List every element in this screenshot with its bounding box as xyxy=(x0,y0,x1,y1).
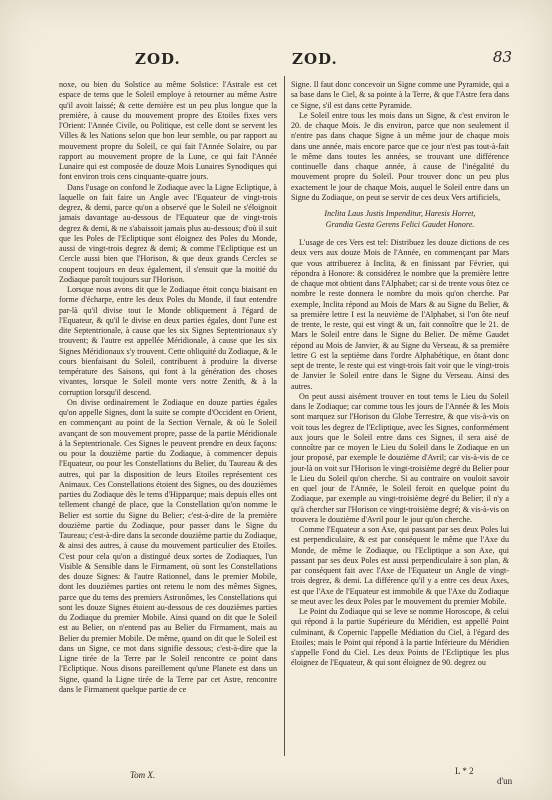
right-column xyxy=(291,80,509,669)
paragraph: L'usage de ces Vers est tel: Distribuez les douze dictions de ces deux vers aux douze Mois de l'Année, en commençant par Mars que vous attribuerez à Inclita, & en finissant par Février, qui répondra à Honore: & considérez le nombre que la première lettre de chaque mot obtient dans l'Alphabet; car si de trente vous ôtez ce nombre le reste donnera le nombre du mois qu'on cherche. Par exemple, Inclita répond au Mois de Mars & au Signe du Belier, & sa première lettre I est la neuvième de l'Alphabet, si l'on ôte neuf de trente, le reste, qui est vingt & un, fait connoître que le 21. de Mars le Soleil entre dans le Signe du Belier. De même Gaudet répond au Mois de Janvier, & au Signe du Verseau, & sa première lettre G est la septième dans l'ordre Alphabétique, en ôtant donc sept de trente, le reste qui est vingt-trois fait voir que le vingt-trois de Janvier le Soleil entre dans le Signe du Verseau. Ainsi des autres. xyxy=(291,238,509,391)
signature-mark: L * 2 xyxy=(455,766,474,776)
header-title-right: ZOD. xyxy=(292,50,338,68)
paragraph: Signe. Il faut donc concevoir un Signe comme une Pyramide, qui a sa base dans le Ciel, & sa pointe à la Terre, & que l'Astre fera dans ce Signe, s'il est dans cette Pyramide. xyxy=(291,80,509,110)
paragraph: On peut aussi aisément trouver en tout tems le Lieu du Soleil dans le Zodiaque; car comme tous les jours de l'Année & les Mois sont marquez sur l'Horison du Globe Terrestre, & que vis-à-vis on voit tous les degrez de l'Ecliptique, avec les Signes, conformément aux jours que le Soleil entre dans ces Signes, il sera aisé de connoître par ce moyen le Lieu du Soleil dans le Zodiaque en un jour proposé, par exemple le douzième d'Avril; car vis-à-vis de ce jour-là on voit sur l'Horison le vingt-troisième degré du Belier pour le Lieu du Soleil qu'on cherche. Si au contraire on vouloit savoir en quel jour de l'Année, le Soleil feroit en quelque point du Zodiaque, par exemple au vingt-troisième degré du Belier; il n'y a qu'à chercher sur l'Horison ce vingt-troisième degré; & vis-à-vis on trouvera le douzième d'Avril pour le jour qu'on cherche. xyxy=(291,391,510,524)
volume-label: Tom X. xyxy=(130,770,156,780)
paragraph: Le Soleil entre tous les mois dans un Signe, & c'est environ le 20. de chaque Mois. Je dis environ, parce que non seulement il n'entre pas dans chaque Signe à un même jour de chaque mois dans une année, mais encore parce que ce jour n'est pas tout-à-fait le même dans toutes les années, se trouvant une différence continuelle dans chaque année, à cause de l'inégalité du mouvement propre du Soleil. Pour trouver donc un peu plus exactement le jour de chaque Mois, auquel le Soleil entre dans un Signe du Zodiaque, on peut se servir de ces deux Vers artificiels, xyxy=(291,110,509,202)
column-divider xyxy=(284,76,285,756)
verse-line: Inclita Laus Justis Impenditur, Haresis Horret, xyxy=(324,209,476,218)
latin-verse xyxy=(291,209,509,230)
running-header xyxy=(60,50,512,72)
paragraph: Dans l'usage on confond le Zodiaque avec la Ligne Ecliptique, à laquelle on fait faire un Angle avec l'Equateur de vingt-trois degrez, & demi, parce qu'on a observé que le Soleil ne s'éloignoit jamais davantage au-dessous de l'Equateur que de vingt-trois degrez & demi, & ne s'abaissoit jamais plus au-dessous; d'où il suit que les Poles de l'Ecliptique sont éloignez des Poles du Monde, aussi de vingt-trois degrez & demi; & comme l'Ecliptique est un Cercle aussi bien que l'Horison, & que deux grands Cercles se coupent toujours en deux également, il s'ensuit que la moitié du Zodiaque paroît toujours sur l'Horison. xyxy=(59,182,277,284)
left-column xyxy=(59,80,277,695)
page-number: 83 xyxy=(492,48,512,66)
paragraph: On divise ordinairement le Zodiaque en douze parties égales qu'on appelle Signes, dont la suite se compte d'Occident en Orient, en commençant au point de la Section Vernale, & où le Soleil avançant de son mouvement propre, passe de la partie Méridionale à la Septentrionale. Ces Signes le peuvent prendre en deux façons: ou pour la douzième partie du Zodiaque, à commencer depuis l'Equateur, ou pour les Constellations du Belier, du Taureau & des autres, qui par la disposition de leurs Etoiles représentent ces Animaux. Ces Constellations étoient des Signes, ou des douzièmes parties du Zodiaque dès le tems d'Hipparque; mais depuis elles ont tellement changé de place, que la Constellation qu'on nomme le Belier est sortie du Signe du Belier; c'est-à-dire de la première douzième partie du Zodiaque, pour passer dans le Signe du Taureau; c'est-à-dire dans la seconde douzième partie du Zodiaque, & ainsi des autres, à cause du mouvement particulier des Etoiles. C'est pour cela qu'on a distingué deux sortes de Zodiaques, l'un Visible & Sensible dans le Firmament, où sont les Constellations des douze Signes: & l'autre Rationnel, dans le premier Mobile, dont les douzièmes parties ont retenu le nom des mêmes Signes, parce que du tems des premiers Astronômes, les Constellations qui sont les douze Signes étoient au-dessous de ces douzièmes parties du Zodiaque du premier Mobile. Ainsi quand on dit que le Soleil est au Belier, on n'entend pas au Belier du Firmament, mais au Belier du premier Mobile. De même, quand on dit que le Soleil est dans un Signe, ce mot dans signifie dessous; c'est-à-dire que la Ligne tirée de la Terre par le Soleil rencontre ce point dans l'Ecliptique. Nous disons pareillement qu'une Planete est dans un Signe, quand la Ligne tirée de la Terre par cet Astre, rencontre dans le Firmament quelque partie de ce xyxy=(59,397,277,694)
catchword: d'un xyxy=(497,776,513,786)
paragraph: noxe, ou bien du Solstice au même Solstice: l'Astrale est cet espace de tems que le Soleil employe à retourner au même Astre qu'il avoit laissé; & cette dernière est un peu plus longue que la première, à cause du mouvement propre des Etoiles fixes vers l'Orient: l'Année Civile, ou Politique, est celle dont se servent les Villes & les Nations selon que bon leur semble, ou par rapport au mouvement propre du Soleil, ce qui fait l'Année Solaire, ou par rapport au mouvement propre de la Lune, ce qui fait l'Année Lunaire qui est composée de douze Mois Lunaires Synodiques qui font environ trois cens cinquante-quatre jours. xyxy=(59,80,277,182)
paragraph: Comme l'Equateur a son Axe, qui passant par ses deux Poles lui est perpendiculaire, & est par conséquent le même que l'Axe du Monde, de même le Zodiaque, ou l'Ecliptique a son Axe, qui passant par ses deux Poles est aussi perpendiculaire à son plan, & par conséquent fait avec l'Axe de l'Equateur un Angle de vingt-trois degrez, & demi. La différence qu'il y a entre ces deux Axes, est que l'Axe de l'Equateur est immobile & que l'Axe du Zodiaque se meut avec les deux Poles par le mouvement du premier Mobile. xyxy=(291,525,509,606)
paragraph: Le Point du Zodiaque qui se leve se nomme Horoscope, & celui qui répond à la partie Supérieure du Méridien, est appellé Point culminant, & Copernic l'appelle Médiation du Ciel, à l'égard des Etoiles; mais le Point qui répond à la partie Inférieure du Méridien s'appelle Fond du Ciel. Les deux Points de l'Ecliptique les plus éloignez de l'Equateur, & qui sont éloignez de 90. degrez ou xyxy=(291,607,509,668)
paragraph: Lorsque nous avons dit que le Zodiaque étoit conçu biaisant en forme d'écharpe, entre les deux Poles du Monde, il faut entendre par-là qu'il divise tout le Monde obliquement à l'égard de l'Equateur, & qu'il le divise en deux parties égales, dont l'une est dite Septentrionale, à cause que les six Signes Septentrionaux s'y trouvent; & l'autre est appellée Méridionale, à cause que les six Signes Méridionaux s'y trouvent. Cette obliquité du Zodiaque, & le cours bienfaisant du Soleil, contribuent à produire la diverse température des Saisons, qui font à la génération des choses vivantes, lorsque le Soleil monte vers notre Zenith, & à la corruption lorsqu'il descend. xyxy=(59,285,277,397)
header-title-left: ZOD. xyxy=(135,50,181,68)
verse-line: Grandia Gesta Gerens Felici Gaudet Honore. xyxy=(325,219,475,229)
